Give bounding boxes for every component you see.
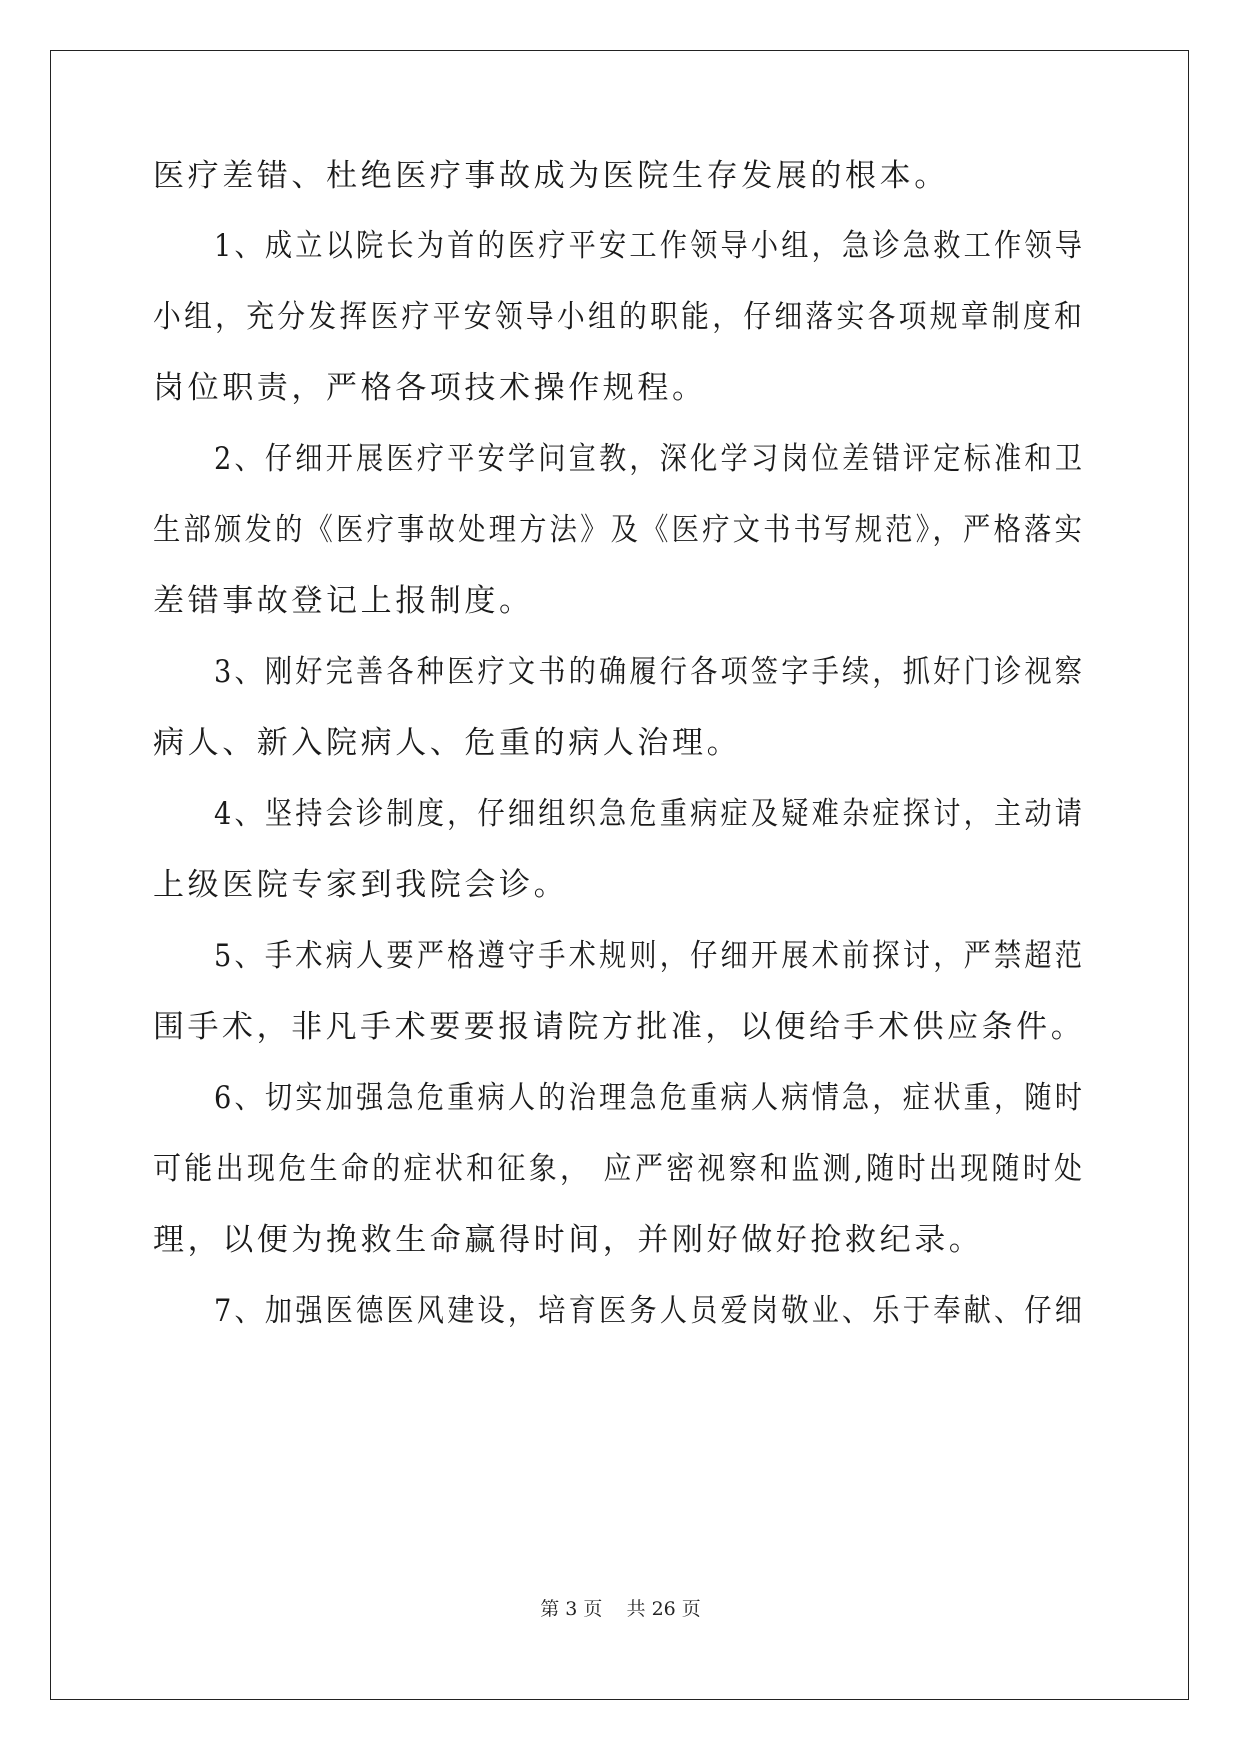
text-line: 生部颁发的《医疗事故处理方法》及《医疗文书书写规范》，严格落实 — [153, 512, 1086, 548]
text-line: 理，以便为挽救生命赢得时间，并刚好做好抢救纪录。 — [153, 1222, 984, 1258]
paragraph-2-line: 2、仔细开展医疗平安学问宣教，深化学习岗位差错评定标准和卫 — [214, 441, 1086, 477]
text-line: 医疗差错、杜绝医疗事故成为医院生存发展的根本。 — [153, 158, 949, 194]
text-line: 差错事故登记上报制度。 — [153, 583, 534, 619]
paragraph-6-line: 6、切实加强急危重病人的治理急危重病人病情急，症状重，随时 — [214, 1080, 1086, 1116]
text-line: 小组，充分发挥医疗平安领导小组的职能，仔细落实各项规章制度和 — [153, 299, 1086, 335]
text-line: 可能出现危生命的症状和征象， 应严密视察和监测,随时出现随时处 — [153, 1151, 1086, 1187]
text-line: 岗位职责，严格各项技术操作规程。 — [153, 370, 707, 406]
text-line: 围手术，非凡手术要要报请院方批准，以便给手术供应条件。 — [153, 1009, 1086, 1045]
paragraph-5-line: 5、手术病人要严格遵守手术规则，仔细开展术前探讨，严禁超范 — [214, 938, 1086, 974]
paragraph-3-line: 3、刚好完善各种医疗文书的确履行各项签字手续，抓好门诊视察 — [214, 654, 1086, 690]
paragraph-7-line: 7、加强医德医风建设，培育医务人员爱岗敬业、乐于奉献、仔细 — [214, 1293, 1086, 1329]
page-footer: 第 3 页 共 26 页 — [540, 1598, 701, 1620]
paragraph-1-line: 1、成立以院长为首的医疗平安工作领导小组，急诊急救工作领导 — [214, 228, 1086, 264]
text-line: 上级医院专家到我院会诊。 — [153, 867, 569, 903]
text-line: 病人、新入院病人、危重的病人治理。 — [153, 725, 742, 761]
paragraph-4-line: 4、坚持会诊制度，仔细组织急危重病症及疑难杂症探讨，主动请 — [214, 796, 1086, 832]
